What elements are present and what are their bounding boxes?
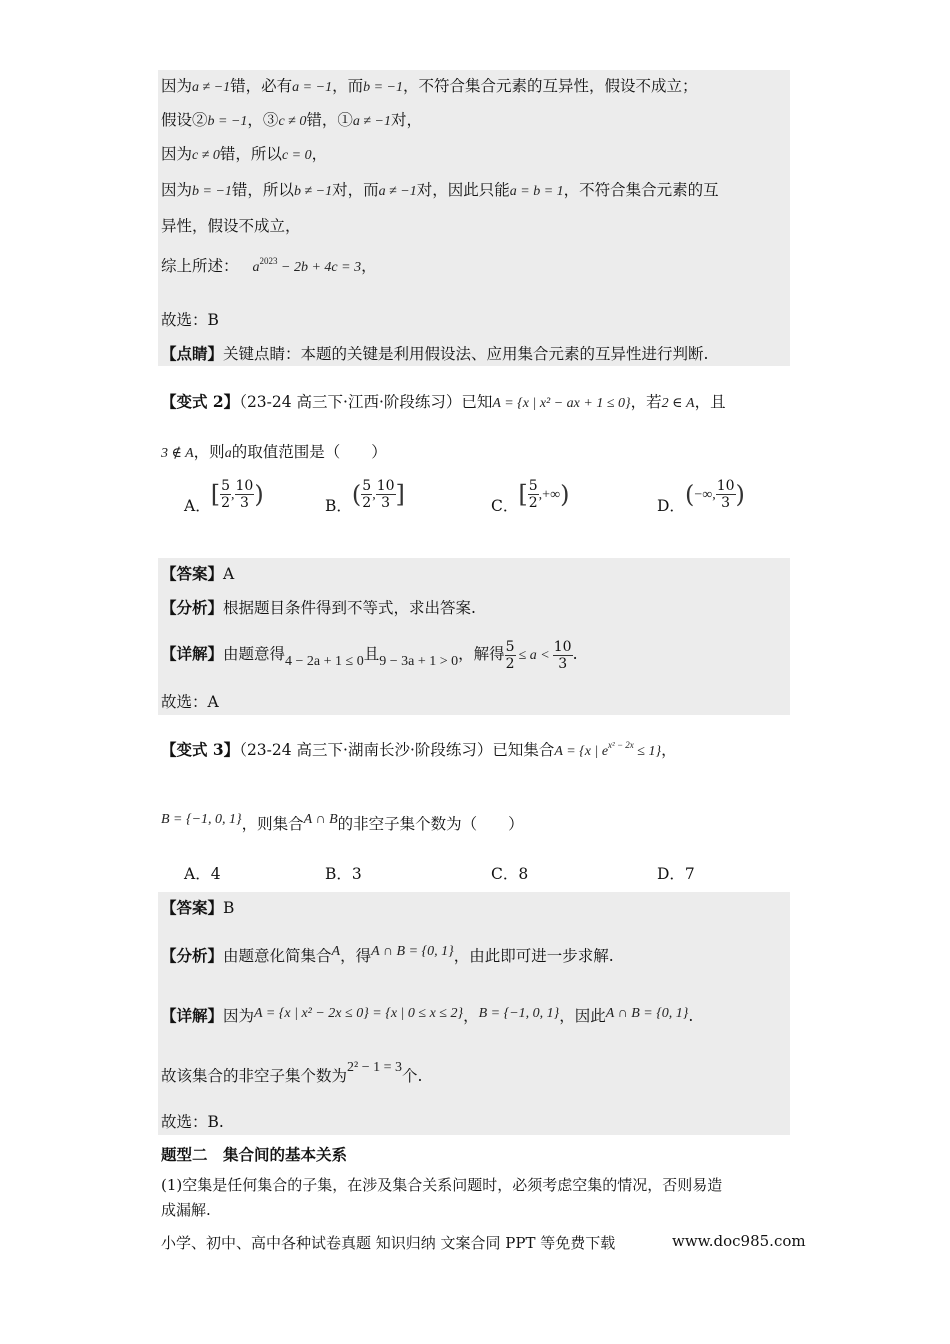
q3-option-c[interactable]: C．8 <box>491 865 529 883</box>
q2-detail: 【详解】由题意得4 − 2a + 1 ≤ 0且9 − 3a + 1 > 0，解得 $\frac{5}{2}$ ≤ a < $\frac{10}{3}$ . <box>161 638 578 672</box>
q2-option-d[interactable]: D．(−∞, $\frac{10}{3}$ ) <box>657 478 745 515</box>
q2-answer: 【答案】A <box>161 564 235 583</box>
q3-analysis: 【分析】由题意化简集合A，得A ∩ B = {0, 1}，由此即可进一步求解. <box>161 944 614 965</box>
section-title: 题型二 集合间的基本关系 <box>161 1145 348 1164</box>
solution-line-5: 异性，假设不成立， <box>161 217 301 235</box>
q2-option-b[interactable]: B．( $\frac{5}{2}$ , $\frac{10}{3}$ ] <box>325 478 405 515</box>
footer-url[interactable]: www.doc985.com <box>672 1232 806 1250</box>
q3-answer: 【答案】B <box>161 898 235 917</box>
q2-stem-line-1: 【变式 2】（23-24 高三下·江西·阶段练习）已知A = {x | x² − ax + 1 ≤ 0}，若2 ∈ A，且 <box>161 392 726 411</box>
solution-choose-1: 故选：B <box>161 311 219 329</box>
q3-option-b[interactable]: B．3 <box>325 865 362 883</box>
tip-line: 【点睛】关键点睛：本题的关键是利用假设法、应用集合元素的互异性进行判断. <box>161 344 709 363</box>
q2-choose: 故选：A <box>161 693 219 711</box>
q3-choose: 故选：B. <box>161 1113 224 1131</box>
solution-line-3: 因为c ≠ 0错，所以c = 0， <box>161 145 328 163</box>
footer <box>161 1232 806 1253</box>
q3-count: 故该集合的非空子集个数为2² − 1 = 3个. <box>161 1060 423 1085</box>
section-paragraph-line-2: 成漏解. <box>161 1201 211 1219</box>
solution-line-6: 综上所述： $a^{2023} - 2b + 4c = 3$， <box>161 256 377 275</box>
q3-option-a[interactable]: A．4 <box>184 865 221 883</box>
q2-option-c[interactable]: C．[ $\frac{5}{2}$ ,+∞) <box>491 478 570 515</box>
solution-line-4: 因为b = −1错，所以b ≠ −1对，而a ≠ −1对，因此只能a = b = 1，不符合集合元素的互 <box>161 181 719 199</box>
solution-line-1: 因为a ≠ −1错，必有a = −1，而b = −1，不符合集合元素的互异性，假设不成立； <box>161 77 698 95</box>
solution-line-2: 假设②b = −1，③c ≠ 0错，①a ≠ −1对， <box>161 111 423 129</box>
q3-detail: 【详解】因为A = {x | x² − 2x ≤ 0} = {x | 0 ≤ x ≤ 2}，B = {−1, 0, 1}，因此A ∩ B = {0, 1}. <box>161 1006 694 1025</box>
q2-analysis: 【分析】根据题目条件得到不等式，求出答案. <box>161 598 476 617</box>
footer-text: 小学、初中、高中各种试卷真题 知识归纳 文案合同 PPT 等免费下载 <box>161 1234 616 1252</box>
section-paragraph-line-1: (1)空集是任何集合的子集，在涉及集合关系问题时，必须考虑空集的情况，否则易造 <box>161 1176 723 1194</box>
q3-stem-line-2: B = {−1, 0, 1}，则集合A ∩ B的非空子集个数为（ ） <box>161 812 524 833</box>
q2-stem-line-2: 3 ∉ A，则a的取值范围是（ ） <box>161 443 387 461</box>
q3-option-d[interactable]: D．7 <box>657 865 695 883</box>
q3-stem-line-1: 【变式 3】（23-24 高三下·湖南长沙·阶段练习）已知集合A = {x | $e^{x^2 - 2x} \le 1$}， <box>161 740 677 759</box>
q2-option-a[interactable]: A．[ $\frac{5}{2}$ , $\frac{10}{3}$ ) <box>184 478 264 515</box>
